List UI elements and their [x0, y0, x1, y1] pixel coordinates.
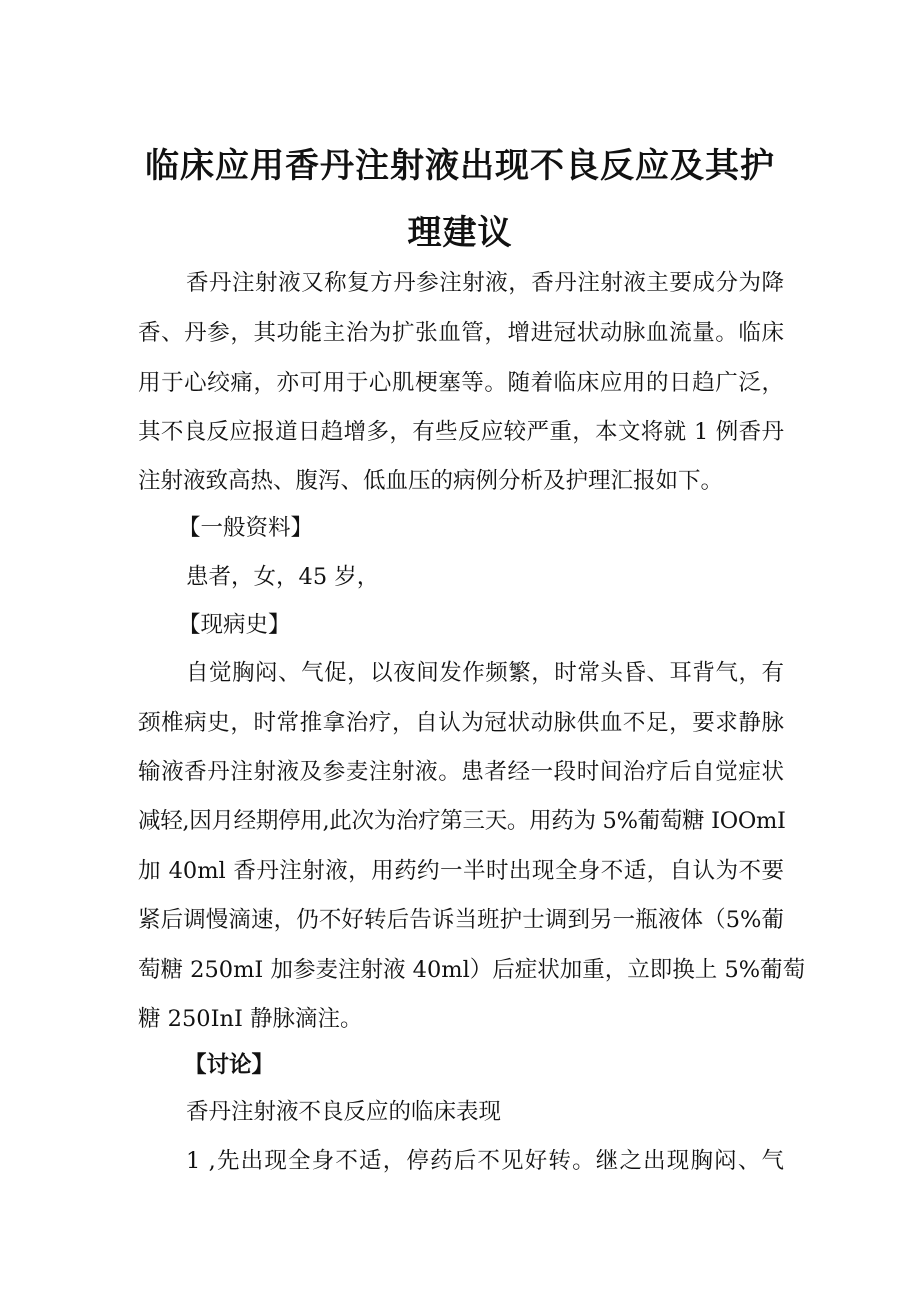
history-line-2: 颈椎病史，时常推拿治疗，自认为冠状动脉供血不足，要求静脉	[138, 710, 784, 736]
history-line-6: 紧后调慢滴速，仍不好转后告诉当班护士调到另一瓶液体（5%葡	[138, 907, 784, 933]
history-line-8: 糖 250InI 静脉滴注。	[138, 1006, 363, 1032]
document-title-line-1: 临床应用香丹注射液出现不良反应及其护	[145, 146, 775, 186]
discussion-subheading: 香丹注射液不良反应的临床表现	[186, 1099, 502, 1125]
discussion-item-1: 1 ,先出现全身不适，停药后不见好转。继之出现胸闷、气	[186, 1148, 784, 1174]
history-line-7: 萄糖 250mI 加参麦注射液 40ml）后症状加重，立即换上 5%葡萄	[138, 957, 806, 983]
history-line-1: 自觉胸闷、气促，以夜间发作频繁，时常头昏、耳背气，有	[186, 660, 784, 686]
intro-line-5: 注射液致高热、腹泻、低血压的病例分析及护理汇报如下。	[138, 468, 724, 494]
intro-line-4: 其不良反应报道日趋增多，有些反应较严重，本文将就 1 例香丹	[138, 419, 784, 445]
general-info-text: 患者，女，45 岁，	[186, 564, 380, 590]
intro-line-1: 香丹注射液又称复方丹参注射液，香丹注射液主要成分为降	[186, 270, 784, 296]
document-title-line-2: 理建议	[407, 213, 513, 253]
general-info-heading: 【一般资料】	[178, 515, 314, 541]
history-heading: 【现病史】	[178, 612, 291, 638]
history-line-3: 输液香丹注射液及参麦注射液。患者经一段时间治疗后自觉症状	[138, 759, 784, 785]
discussion-heading: 【讨论】	[184, 1052, 275, 1078]
history-line-5: 加 40ml 香丹注射液，用药约一半时出现全身不适，自认为不要	[138, 858, 784, 884]
intro-line-2: 香、丹参，其功能主治为扩张血管，增进冠状动脉血流量。临床	[138, 320, 784, 346]
intro-line-3: 用于心绞痛，亦可用于心肌梗塞等。随着临床应用的日趋广泛，	[138, 370, 784, 396]
history-line-4: 减轻,因月经期停用,此次为治疗第三天。用药为 5%葡萄糖 IOOmI	[138, 808, 786, 834]
